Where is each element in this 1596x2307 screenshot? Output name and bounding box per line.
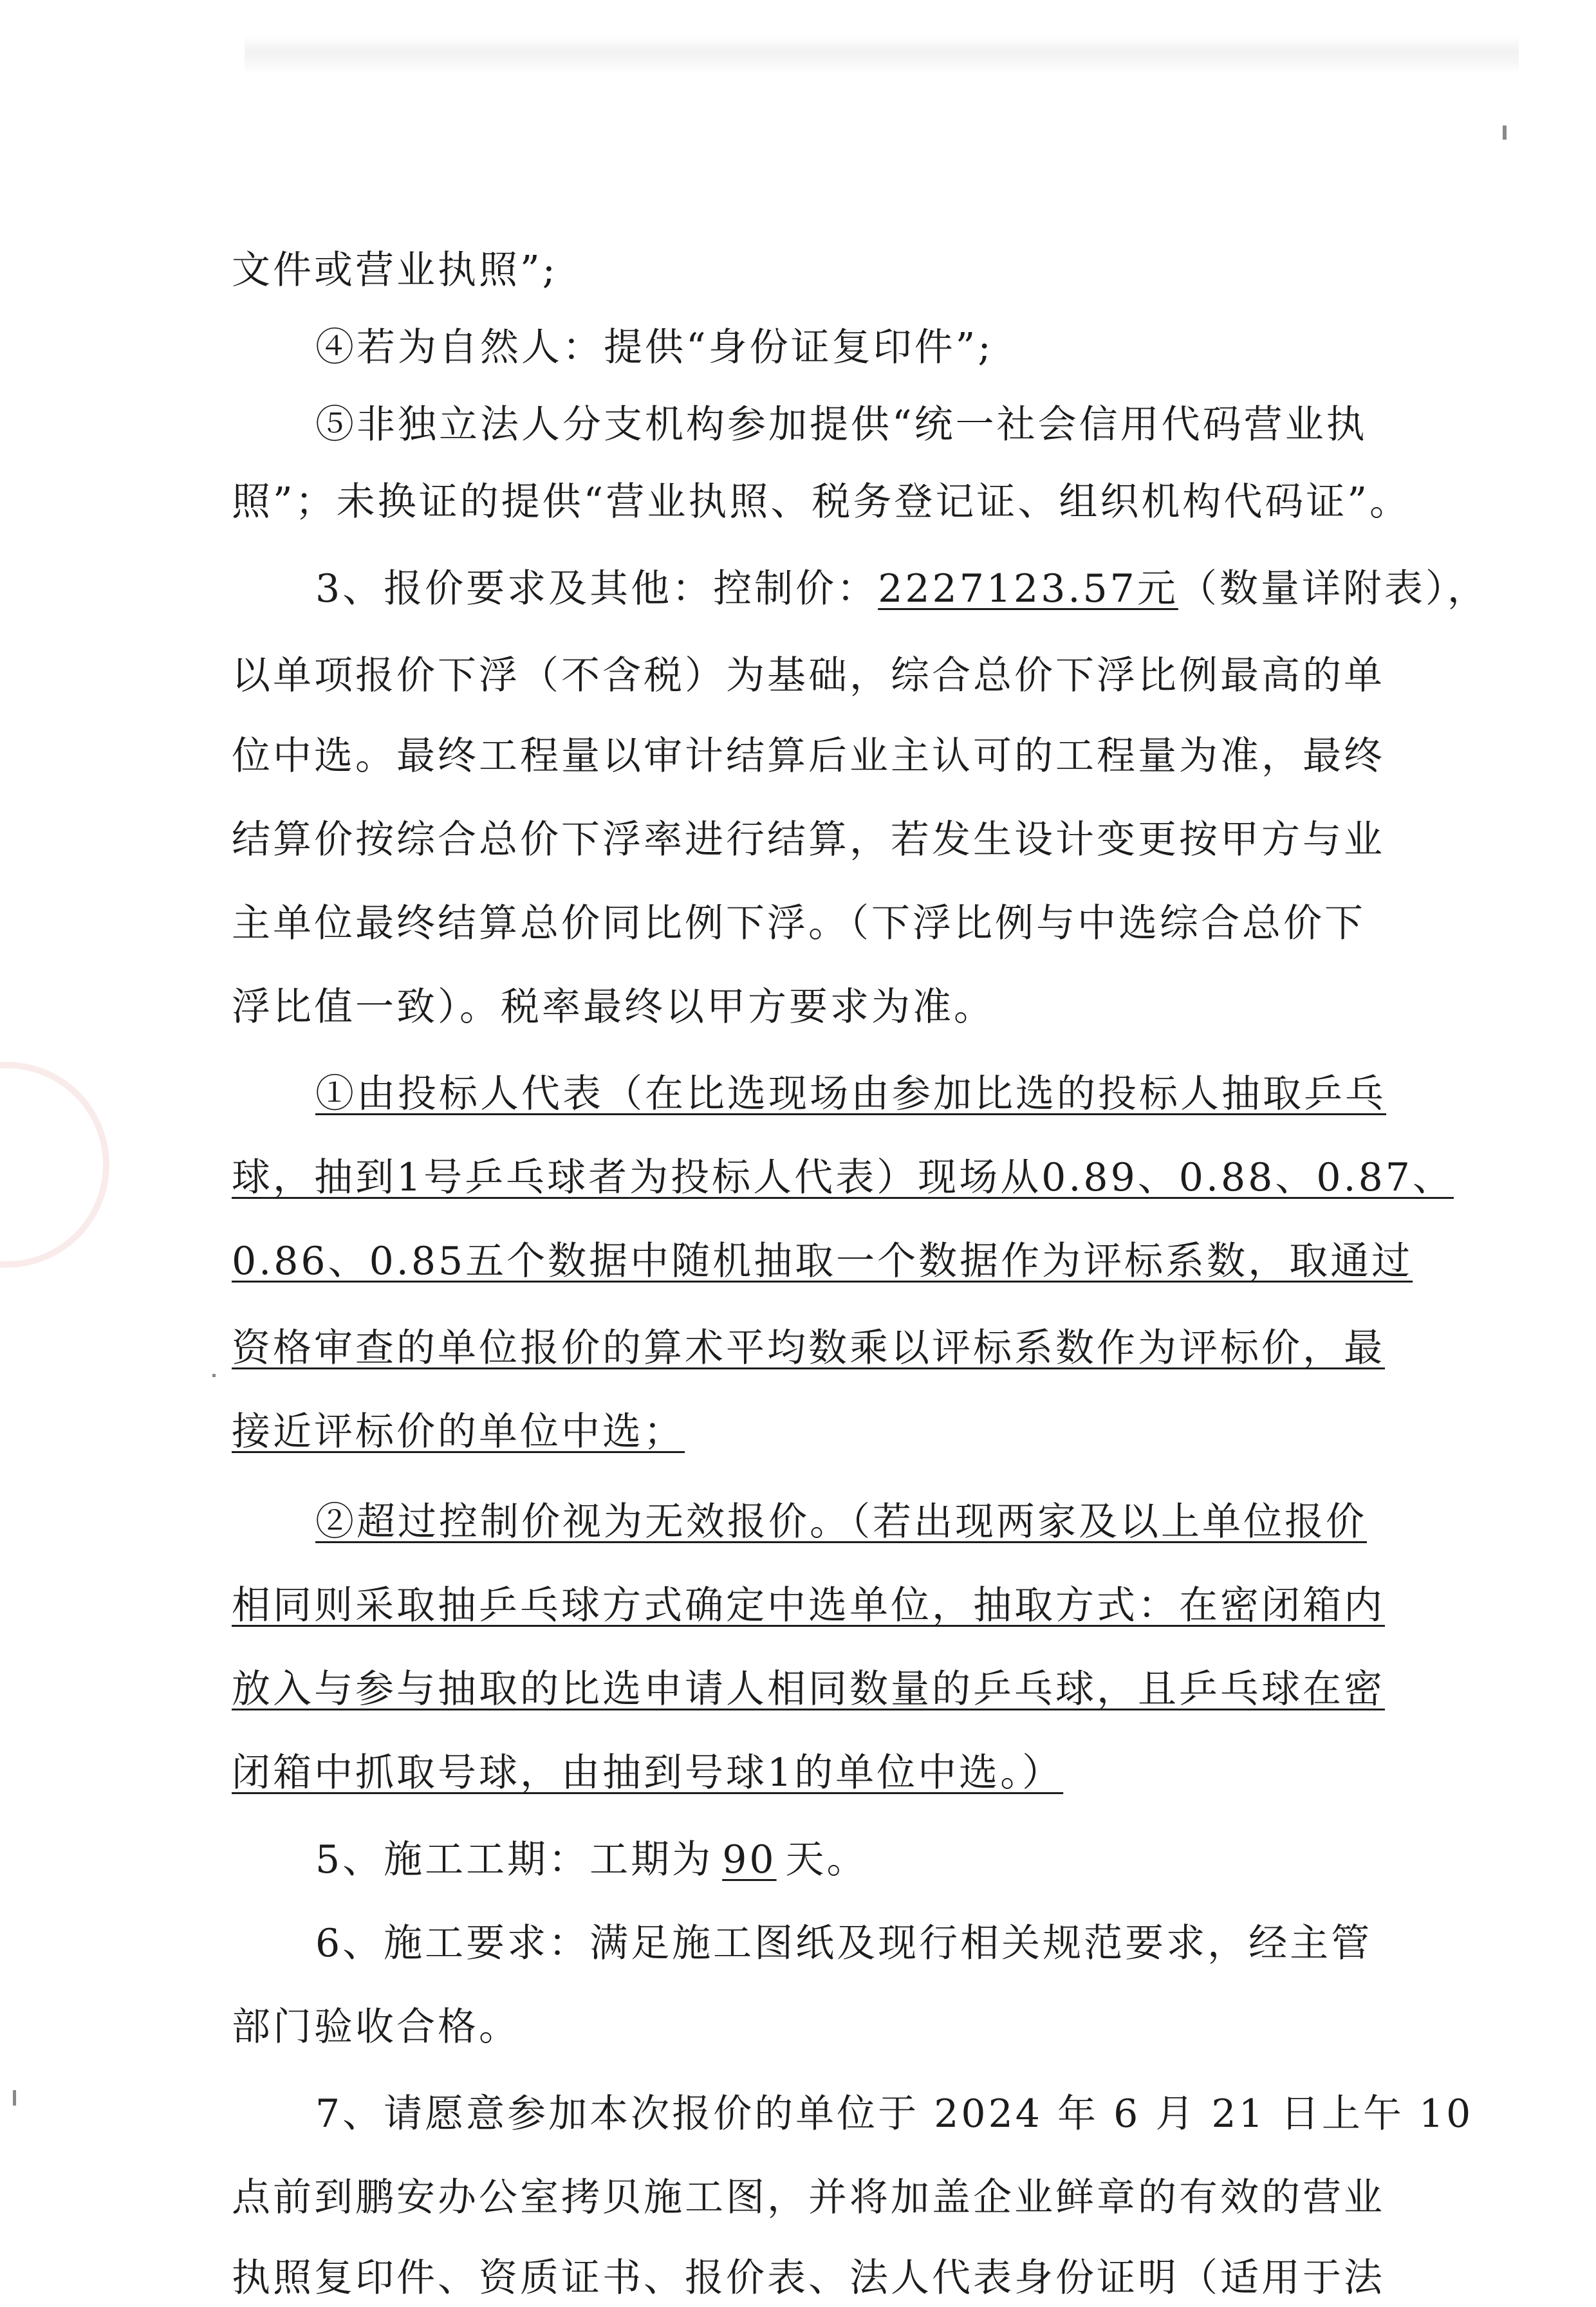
evaluation-rule-1-line xyxy=(232,1319,1385,1377)
evaluation-rule-2-line xyxy=(232,1744,1364,1802)
paragraph-line: 照”；未换证的提供“营业执照、税务登记证、组织机构代码证”。 xyxy=(232,479,1411,524)
construction-period-label: 5、施工工期：工期为 xyxy=(315,1837,714,1882)
underlined-text: 球，抽到1号乒乓球者为投标人代表）现场从0.89、0.88、0.87、 xyxy=(232,1155,1454,1200)
evaluation-rule-1 xyxy=(315,1065,1386,1123)
paragraph-line: 结算价按综合总价下浮率进行结算，若发生设计变更按甲方与业 xyxy=(232,817,1385,862)
evaluation-rule-1-line xyxy=(232,1232,1413,1290)
underlined-text: 0.86、0.85五个数据中随机抽取一个数据作为评标系数，取通过 xyxy=(232,1239,1413,1284)
underlined-text: 资格审查的单位报价的算术平均数乘以评标系数作为评标价，最 xyxy=(232,1326,1385,1371)
paragraph-line: 位中选。最终工程量以审计结算后业主认可的工程量为准，最终 xyxy=(232,734,1385,779)
quote-requirements-tail: （数量详附表）， xyxy=(1178,566,1489,611)
evaluation-rule-2-line xyxy=(232,1660,1385,1718)
control-price: 2227123.57元 xyxy=(878,566,1178,611)
evaluation-rule-2 xyxy=(315,1493,1367,1551)
paragraph-line: 部门验收合格。 xyxy=(232,2005,520,2050)
construction-period-unit: 天。 xyxy=(785,1837,868,1882)
paragraph-line: 执照复印件、资质证书、报价表、法人代表身份证明（适用于法 xyxy=(232,2256,1385,2301)
underlined-text: ②超过控制价视为无效报价。（若出现两家及以上单位报价 xyxy=(315,1499,1367,1544)
quote-requirements-heading xyxy=(315,560,1489,618)
construction-period xyxy=(315,1831,1364,1889)
quote-requirements-label: 3、报价要求及其他：控制价： xyxy=(315,566,878,611)
item-branch-institution: ⑤非独立法人分支机构参加提供“统一社会信用代码营业执 xyxy=(315,402,1368,447)
scan-speck xyxy=(212,1374,216,1377)
underlined-text: ①由投标人代表（在比选现场由参加比选的投标人抽取乒乓 xyxy=(315,1071,1386,1116)
paragraph-line: 主单位最终结算总价同比例下浮。（下浮比例与中选综合总价下 xyxy=(232,901,1366,946)
underlined-text: 接近评标价的单位中选； xyxy=(232,1409,685,1454)
construction-requirements: 6、施工要求：满足施工图纸及现行相关规范要求，经主管 xyxy=(315,1921,1373,1966)
evaluation-rule-1-line xyxy=(232,1149,1454,1207)
paragraph-line: 浮比值一致）。税率最终以甲方要求为准。 xyxy=(232,985,995,1030)
construction-days: 90 xyxy=(722,1837,777,1882)
underlined-text: 放入与参与抽取的比选申请人相同数量的乒乓球，且乒乓球在密 xyxy=(232,1667,1385,1712)
evaluation-rule-1-line xyxy=(232,1403,1364,1461)
item-natural-person: ④若为自然人：提供“身份证复印件”; xyxy=(315,325,994,370)
scan-speck xyxy=(13,2090,16,2106)
underlined-text: 相同则采取抽乒乓球方式确定中选单位，抽取方式：在密闭箱内 xyxy=(232,1583,1385,1628)
paragraph-line: 以单项报价下浮（不含税）为基础，综合总价下浮比例最高的单 xyxy=(232,653,1385,698)
underlined-text: 闭箱中抓取号球，由抽到号球1的单位中选。） xyxy=(232,1750,1064,1795)
paragraph-line: 文件或营业执照”; xyxy=(232,248,558,293)
scan-speck xyxy=(1503,125,1507,140)
registration-instructions: 7、请愿意参加本次报价的单位于 2024 年 6 月 21 日上午 10 xyxy=(315,2091,1474,2136)
paragraph-line: 点前到鹏安办公室拷贝施工图，并将加盖企业鲜章的有效的营业 xyxy=(232,2175,1385,2220)
evaluation-rule-2-line xyxy=(232,1577,1385,1635)
